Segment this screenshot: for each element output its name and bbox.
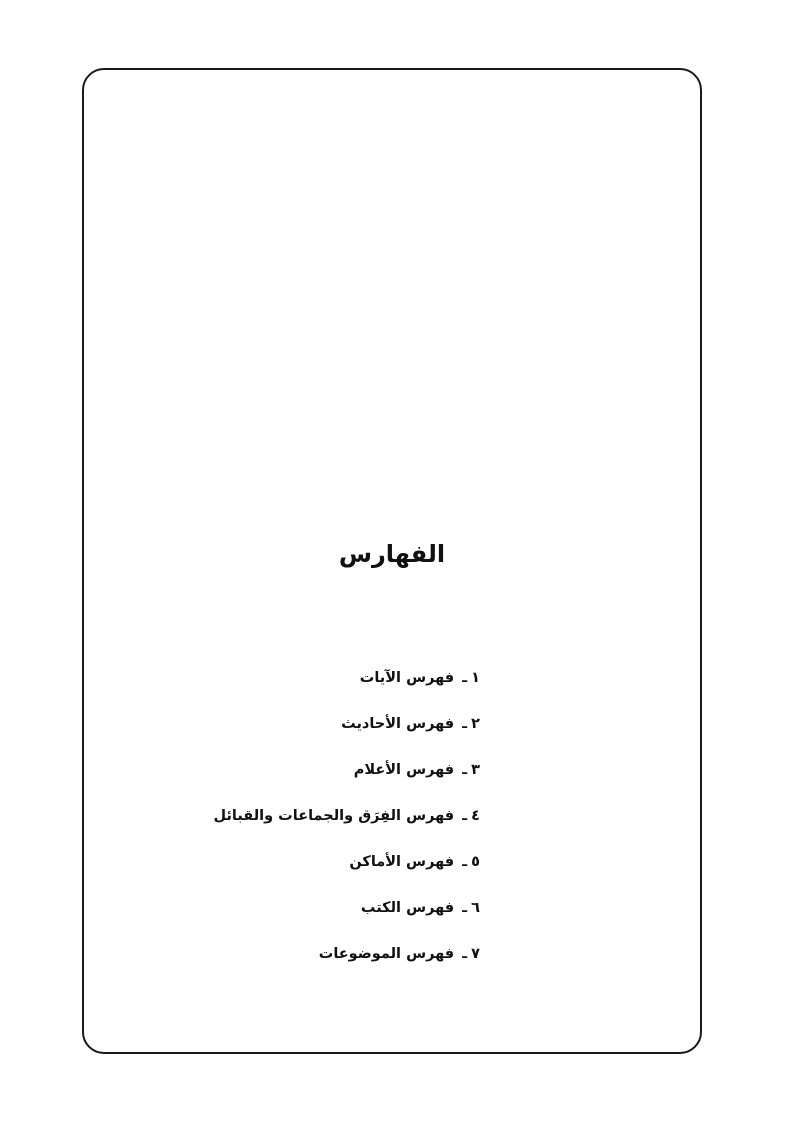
index-item-people[interactable]	[214, 756, 480, 802]
index-item-number: ١	[471, 670, 480, 686]
index-item-label: فهرس الأعلام	[353, 762, 455, 778]
page-title: الفهارس	[338, 540, 446, 568]
index-item-separator: ـ	[462, 946, 468, 962]
index-item-label: فهرس الأماكن	[349, 854, 455, 870]
index-item-label: فهرس الموضوعات	[318, 946, 455, 962]
index-item-separator: ـ	[462, 854, 468, 870]
index-item-label: فهرس الكتب	[360, 900, 455, 916]
index-item-separator: ـ	[462, 900, 468, 916]
index-item-number: ٤	[471, 808, 480, 824]
index-item-verses[interactable]	[214, 664, 480, 710]
index-list	[214, 664, 480, 986]
index-item-label: فهرس الفِرَق والجماعات والقبائل	[213, 808, 455, 824]
index-item-number: ٧	[471, 946, 480, 962]
index-item-separator: ـ	[462, 670, 468, 686]
index-item-label: فهرس الأحاديث	[341, 716, 455, 732]
index-item-separator: ـ	[462, 716, 468, 732]
index-item-label: فهرس الآيات	[359, 670, 455, 686]
index-item-topics[interactable]	[214, 940, 480, 986]
index-item-separator: ـ	[462, 762, 468, 778]
index-item-books[interactable]	[214, 894, 480, 940]
index-item-places[interactable]	[214, 848, 480, 894]
index-item-number: ٣	[471, 762, 480, 778]
index-item-sects-groups-tribes[interactable]	[214, 802, 480, 848]
index-item-separator: ـ	[462, 808, 468, 824]
index-item-number: ٢	[471, 716, 480, 732]
index-item-number: ٦	[471, 900, 480, 916]
index-item-number: ٥	[471, 854, 480, 870]
index-item-hadiths[interactable]	[214, 710, 480, 756]
